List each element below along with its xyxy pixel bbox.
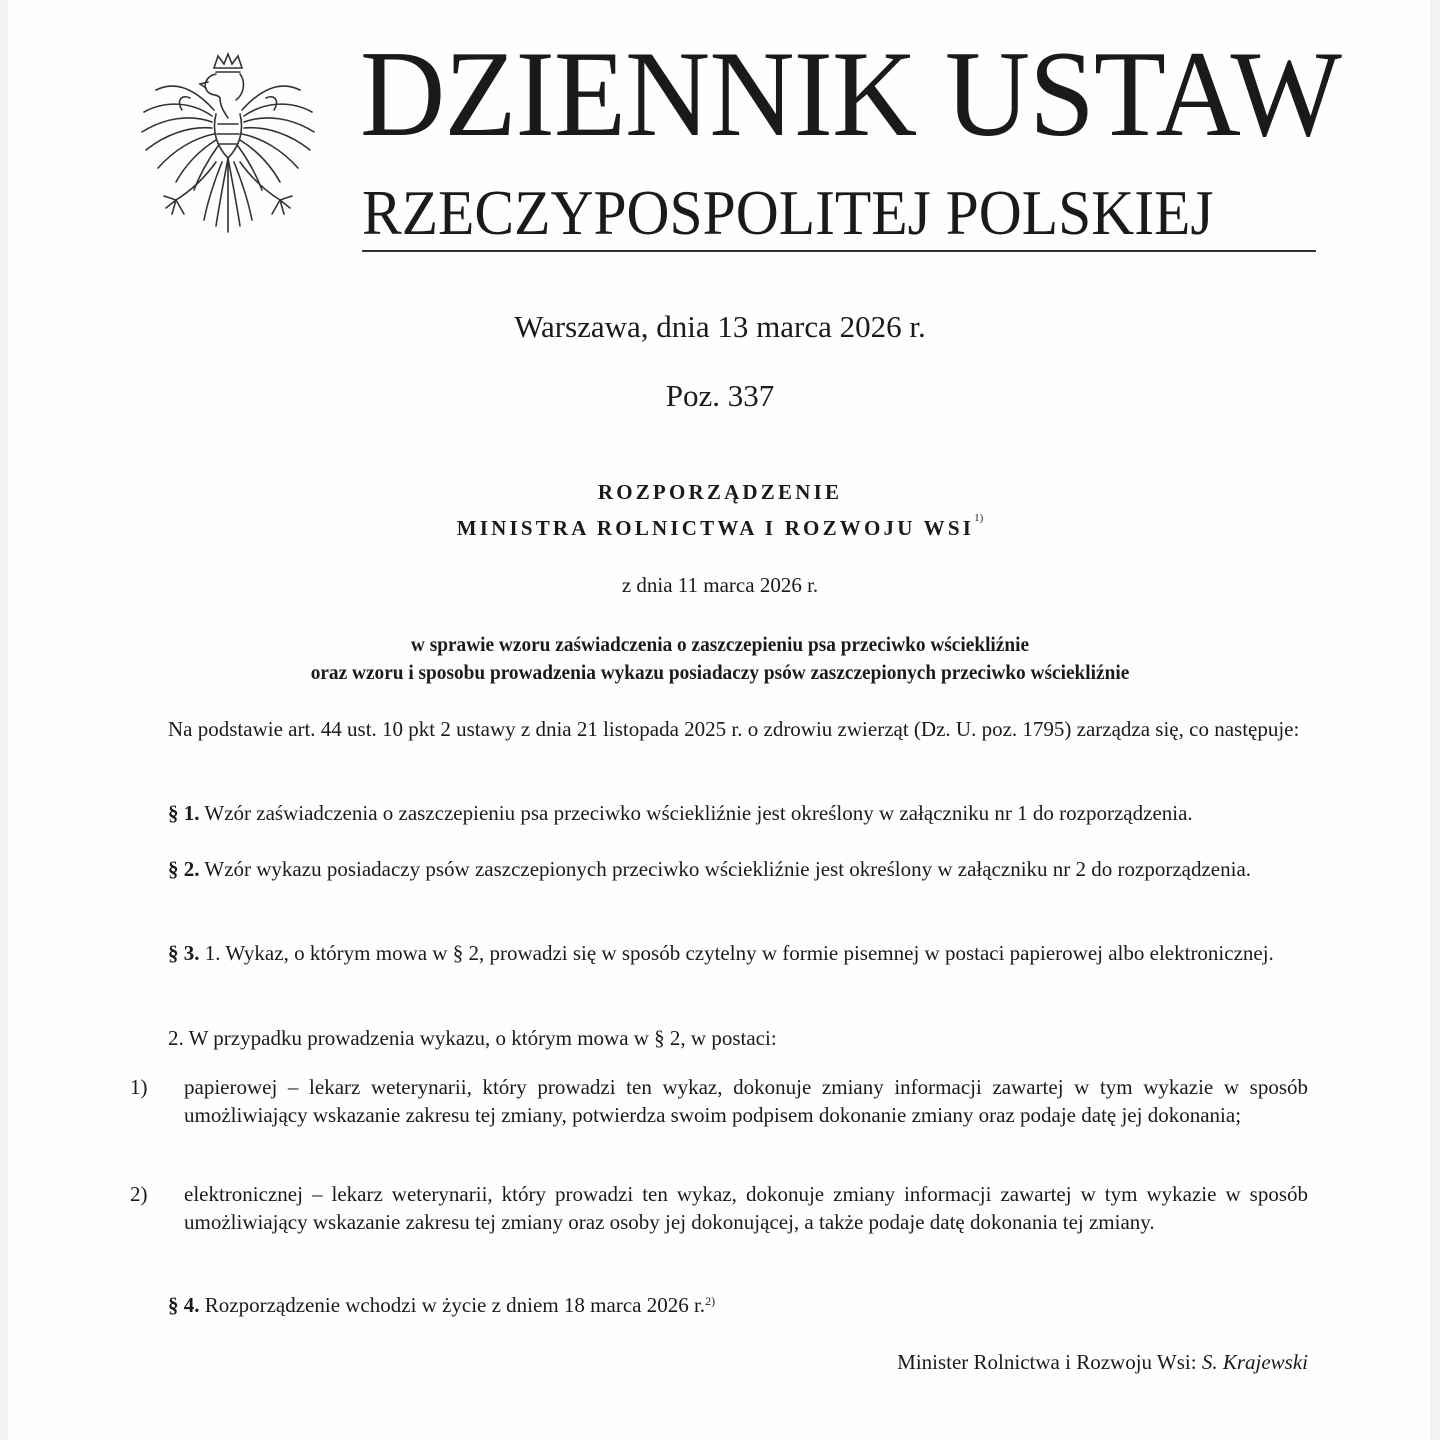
issue-position: Poz. 337 (665, 378, 775, 413)
section-1-label: § 1. (168, 801, 200, 825)
list-item-number: 1) (130, 1075, 148, 1099)
list-item-number: 2) (130, 1182, 148, 1206)
act-subject-line-2: oraz wzoru i sposobu prowadzenia wykazu posiadaczy psów zaszczepionych przeciwko wściekliźnie (310, 660, 1130, 684)
journal-title: DZIENNIK USTAW (360, 25, 1341, 162)
signature (897, 1350, 1308, 1375)
section-2-label: § 2. (168, 857, 200, 881)
header-divider (362, 250, 1316, 252)
section-3-subparagraph: 2. W przypadku prowadzenia wykazu, o którym mowa w § 2, w postaci: (168, 1026, 777, 1050)
section-3-text: 1. Wykaz, o którym mowa w § 2, prowadzi się w sposób czytelny w formie pisemnej w postaci papierowej albo elektronicznej. (204, 941, 1274, 965)
section-3-label: § 3. (168, 941, 200, 965)
act-issuer-text: MINISTRA ROLNICTWA I ROZWOJU WSI (456, 516, 975, 540)
section-4 (130, 1291, 1308, 1319)
list-item-text: elektronicznej – lekarz weterynarii, który prowadzi ten wykaz, dokonuje zmiany informacji zawartej w tym wykazie w sposób umożliwiający wskazanie zakresu tej zmiany oraz osoby jej dokonującej, a także podaje datę dokonania tej zmiany. (184, 1182, 1308, 1234)
journal-subtitle: RZECZYPOSPOLITEJ POLSKIEJ (362, 177, 1214, 248)
section-2-text: Wzór wykazu posiadaczy psów zaszczepionych przeciwko wściekliźnie jest określony w załączniku nr 2 do rozporządzenia. (204, 857, 1252, 881)
signature-role: Minister Rolnictwa i Rozwoju Wsi: (897, 1350, 1197, 1374)
act-date: z dnia 11 marca 2026 r. (621, 573, 819, 597)
signature-name: S. Krajewski (1201, 1350, 1308, 1374)
issue-place-date: Warszawa, dnia 13 marca 2026 r. (514, 309, 926, 344)
footnote-ref-1[interactable]: 1) (974, 512, 984, 524)
polish-eagle-emblem-icon (136, 50, 316, 238)
list-item-text: papierowej – lekarz weterynarii, który prowadzi ten wykaz, dokonuje zmiany informacji zawartej w tym wykazie w sposób umożliwiający wskazanie zakresu tej zmiany, potwierdza swoim podpisem dokonanie zmiany oraz podaje datę jej dokonania; (184, 1075, 1308, 1127)
section-2 (130, 855, 1308, 883)
footnote-ref-2[interactable]: 2) (705, 1294, 716, 1308)
act-subject-line-1: w sprawie wzoru zaświadczenia o zaszczepieniu psa przeciwko wściekliźnie (410, 632, 1030, 656)
section-3 (130, 939, 1308, 967)
section-4-label: § 4. (168, 1293, 200, 1317)
section-4-text: Rozporządzenie wchodzi w życie z dniem 18 marca 2026 r. (204, 1293, 706, 1317)
act-type: ROZPORZĄDZENIE (597, 480, 843, 504)
list-item (130, 1180, 1308, 1236)
act-issuer (0, 512, 1440, 541)
section-1 (130, 799, 1308, 827)
list-item (130, 1073, 1308, 1129)
section-1-text: Wzór zaświadczenia o zaszczepieniu psa przeciwko wściekliźnie jest określony w załączniku nr 1 do rozporządzenia. (204, 801, 1193, 825)
legal-basis-paragraph: Na podstawie art. 44 ust. 10 pkt 2 ustawy z dnia 21 listopada 2025 r. o zdrowiu zwierząt (Dz. U. poz. 1795) zarządza się, co następuje: (168, 717, 1300, 741)
